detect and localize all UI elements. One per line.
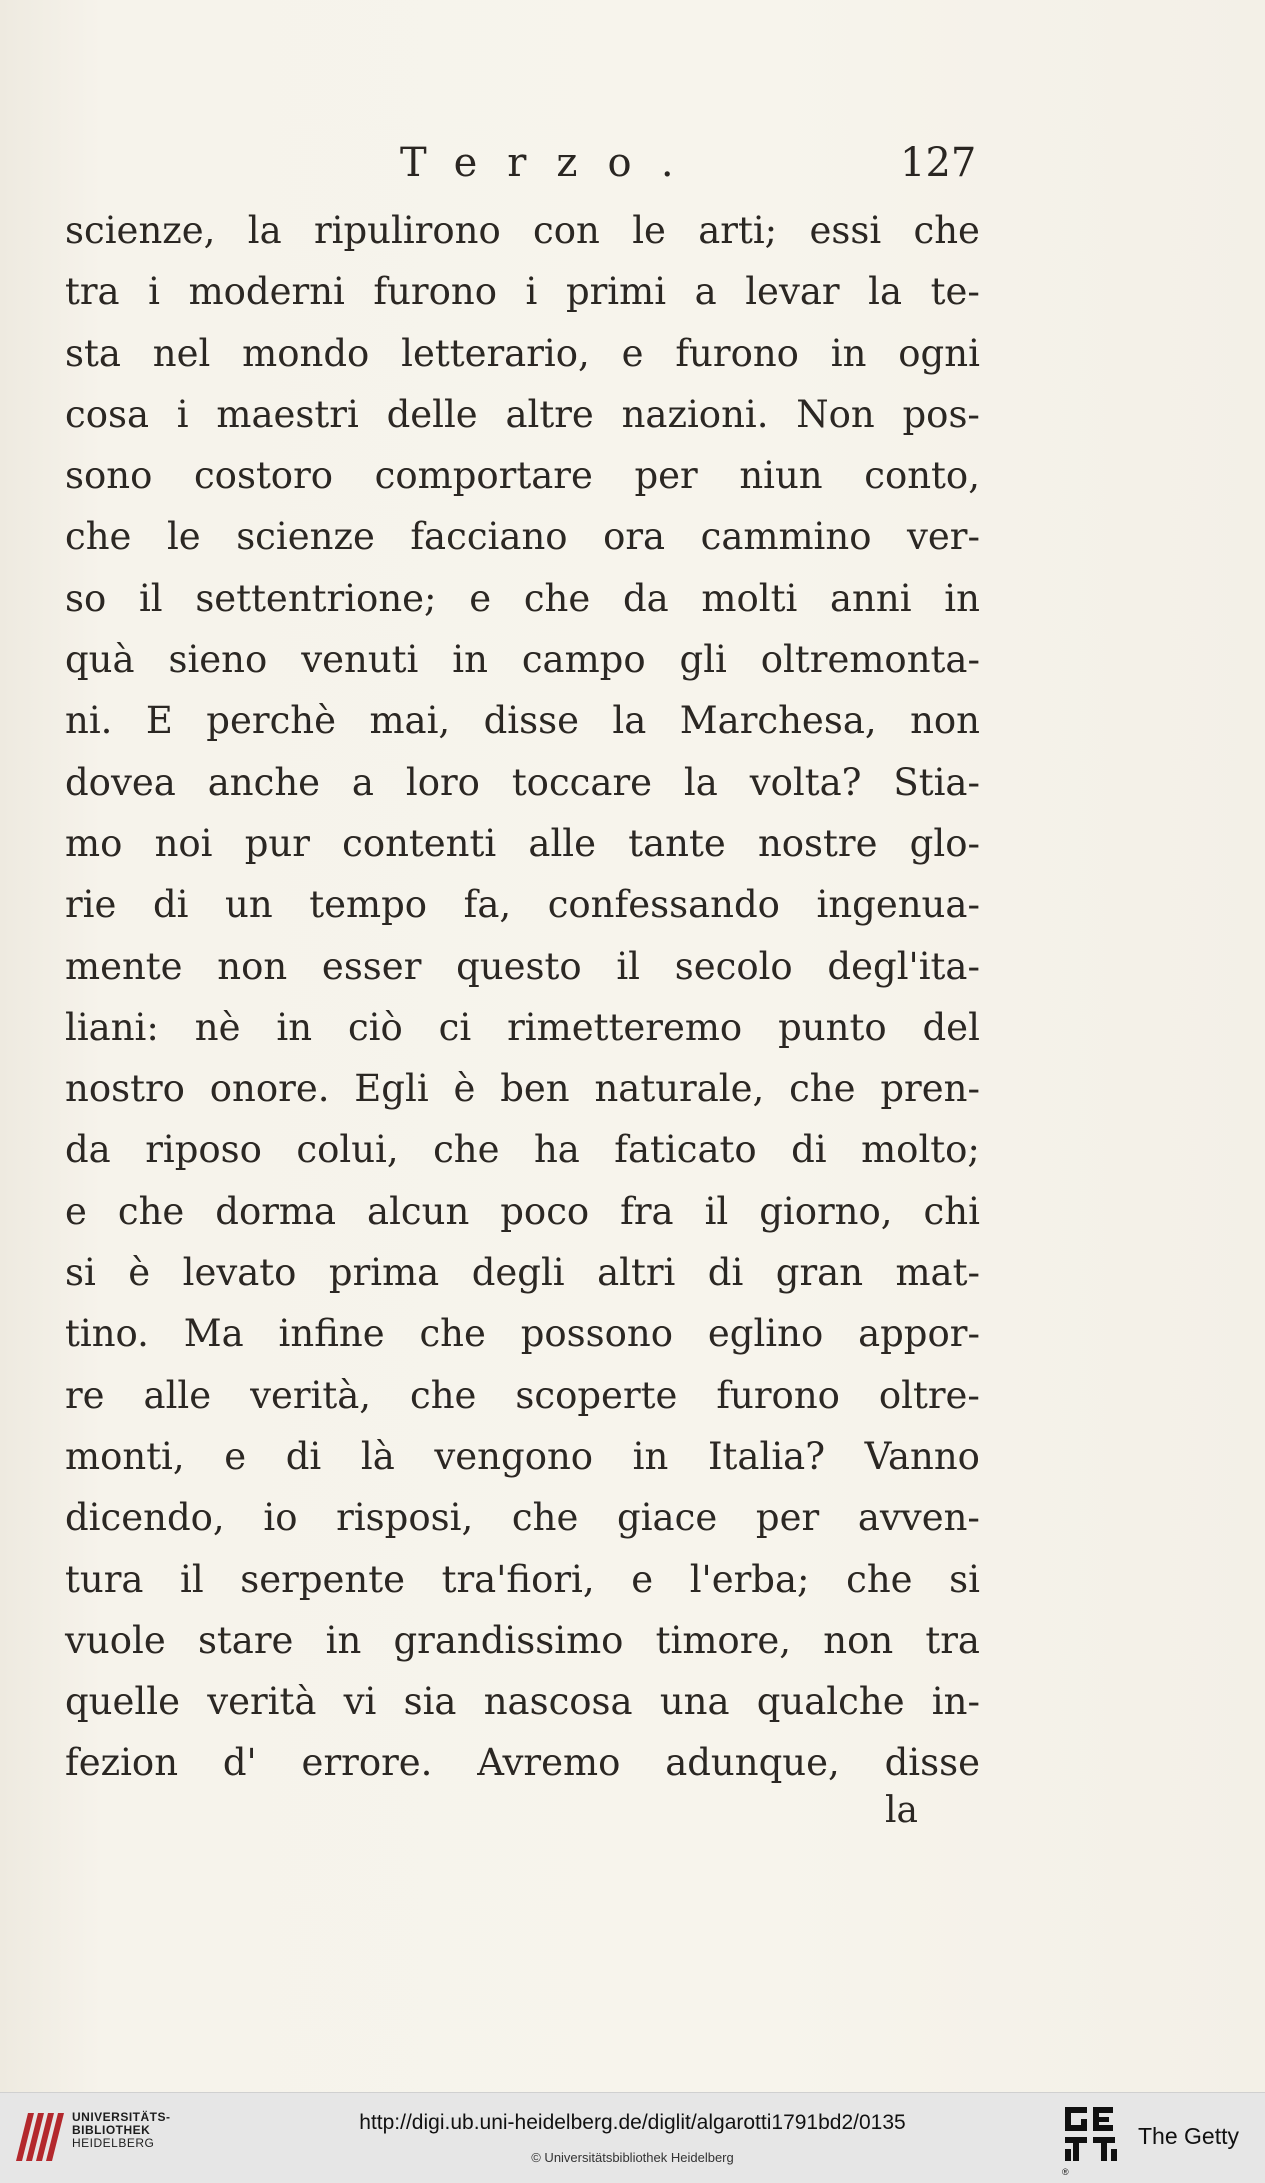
word: tino. (65, 1312, 149, 1356)
word: facciano (410, 515, 568, 559)
word: i (148, 270, 161, 314)
word: liani: (65, 1005, 159, 1049)
word: Italia? (707, 1434, 826, 1478)
word: delle (386, 392, 478, 436)
word: cosa (65, 392, 150, 436)
word: quelle (65, 1680, 180, 1724)
word: vuole (65, 1618, 166, 1662)
text-line (65, 200, 980, 261)
text-line (65, 506, 980, 567)
word: per (634, 454, 698, 498)
word: che (433, 1128, 500, 1172)
word: sia (403, 1680, 457, 1724)
word: noi (154, 821, 213, 865)
word: vi (343, 1680, 377, 1724)
word: ni. (65, 699, 113, 743)
library-name-line: BIBLIOTHEK (72, 2123, 151, 2137)
word: ora (603, 515, 666, 559)
text-line (65, 1549, 980, 1610)
text-line (65, 1610, 980, 1671)
word: mo (65, 821, 123, 865)
word: la (683, 760, 718, 804)
word: niun (739, 454, 823, 498)
word: tra'fiori, (441, 1557, 595, 1601)
word: alle (528, 821, 597, 865)
word: colui, (296, 1128, 399, 1172)
word: che (419, 1312, 486, 1356)
word: levar (745, 270, 840, 314)
word: non (910, 699, 980, 743)
word: non (823, 1618, 894, 1662)
copyright-notice: © Universitätsbibliothek Heidelberg (531, 2150, 734, 2165)
text-line (65, 261, 980, 322)
word: alle (143, 1373, 212, 1417)
word: errore. (301, 1741, 433, 1785)
word: appor- (858, 1312, 980, 1356)
word: oltremonta- (760, 638, 980, 682)
word: Avremo (477, 1741, 621, 1785)
word: primi (565, 270, 667, 314)
page-number: 127 (900, 140, 977, 186)
word: l'erba; (689, 1557, 810, 1601)
word: mente (65, 944, 183, 988)
word: ver- (906, 515, 980, 559)
word: e (224, 1434, 247, 1478)
word: eglino (707, 1312, 824, 1356)
word: sieno (168, 638, 268, 682)
word: furono (675, 331, 799, 375)
word: a (694, 270, 717, 314)
word: nazioni. (621, 392, 769, 436)
word: il (138, 576, 163, 620)
word: cammino (700, 515, 872, 559)
word: pren- (880, 1067, 980, 1111)
word: stare (197, 1618, 294, 1662)
text-line (65, 936, 980, 997)
word: in (452, 638, 488, 682)
word: dovea (65, 760, 176, 804)
running-head (0, 140, 1265, 200)
word: di (152, 883, 189, 927)
word: so (65, 576, 107, 620)
word: pur (244, 821, 310, 865)
word: serpente (240, 1557, 406, 1601)
word: tra (925, 1618, 980, 1662)
word: secolo (674, 944, 793, 988)
word: molti (701, 576, 798, 620)
word: risposi, (336, 1496, 474, 1540)
word: faticato (614, 1128, 757, 1172)
word: giace (617, 1496, 718, 1540)
word: il (616, 944, 641, 988)
word: disse (884, 1741, 980, 1785)
word: rimetteremo (507, 1005, 743, 1049)
word: degli (471, 1251, 565, 1295)
permalink-url[interactable]: http://digi.ub.uni-heidelberg.de/diglit/algarotti1791bd2/0135 (359, 2111, 906, 2134)
word: di (791, 1128, 827, 1172)
word: è (128, 1251, 151, 1295)
word: nostro (65, 1067, 185, 1111)
word: riposo (145, 1128, 262, 1172)
word: Marchesa, (679, 699, 877, 743)
word: avven- (857, 1496, 980, 1540)
word: comportare (374, 454, 593, 498)
word: nel (152, 331, 211, 375)
word: che (65, 515, 132, 559)
registered-mark: ® (1062, 2167, 1069, 2177)
word: altre (505, 392, 594, 436)
text-line (65, 1303, 980, 1364)
word: con (533, 209, 600, 252)
word: dicendo, (65, 1496, 225, 1540)
word: Non (796, 392, 875, 436)
word: ciò (347, 1005, 403, 1049)
word: e (469, 576, 492, 620)
word: tempo (309, 883, 428, 927)
word: e (631, 1557, 654, 1601)
text-line (65, 1487, 980, 1548)
word: gran (775, 1251, 864, 1295)
word: io (263, 1496, 298, 1540)
word: campo (521, 638, 646, 682)
word: nè (194, 1005, 241, 1049)
word: rie (65, 883, 117, 927)
word: anche (207, 760, 321, 804)
word: degl'ita- (827, 944, 980, 988)
word: infine (278, 1312, 385, 1356)
word: scoperte (515, 1373, 678, 1417)
word: verità, (250, 1373, 372, 1417)
word: onore. (209, 1067, 330, 1111)
word: re (65, 1373, 105, 1417)
word: sta (65, 331, 121, 375)
text-line (65, 1671, 980, 1732)
word: questo (456, 944, 582, 988)
word: in (830, 331, 867, 375)
word: che (846, 1557, 913, 1601)
word: Vanno (864, 1434, 980, 1478)
word: la (868, 270, 903, 314)
word: volta? (749, 760, 862, 804)
word: da (622, 576, 669, 620)
word: un (225, 883, 273, 927)
word: in (632, 1434, 669, 1478)
word: arti; (698, 209, 778, 252)
word: vengono (434, 1434, 594, 1478)
word: pos- (902, 392, 980, 436)
word: loro (405, 760, 480, 804)
text-line (65, 1181, 980, 1242)
word: ben (500, 1067, 570, 1111)
word: mondo (242, 331, 370, 375)
word: in (944, 576, 980, 620)
word: fra (620, 1189, 674, 1233)
word: alcun (367, 1189, 470, 1233)
word: contenti (342, 821, 497, 865)
text-line (65, 813, 980, 874)
word: che (913, 209, 980, 252)
text-line (65, 384, 980, 445)
text-line (65, 445, 980, 506)
word: di (285, 1434, 322, 1478)
word: venuti (301, 638, 419, 682)
word: che (789, 1067, 856, 1111)
word: nostre (757, 821, 878, 865)
word: sono (65, 454, 153, 498)
word: che (523, 576, 591, 620)
word: per (755, 1496, 820, 1540)
word: chi (923, 1189, 980, 1233)
word: possono (520, 1312, 674, 1356)
library-name-line: HEIDELBERG (72, 2136, 155, 2150)
text-line (65, 323, 980, 384)
word: da (65, 1128, 111, 1172)
text-line (65, 1058, 980, 1119)
sponsor-name: The Getty (1138, 2123, 1239, 2149)
word: giorno, (759, 1189, 893, 1233)
word: i (176, 392, 189, 436)
word: le (632, 209, 666, 252)
word: letterario, (401, 331, 590, 375)
word: grandissimo (393, 1618, 624, 1662)
word: perchè (206, 699, 337, 743)
word: là (360, 1434, 395, 1478)
word: del (922, 1005, 980, 1049)
word: oltre- (878, 1373, 980, 1417)
word: ripulirono (313, 209, 501, 252)
word: mat- (895, 1251, 980, 1295)
text-line (65, 997, 980, 1058)
word: maestri (216, 392, 359, 436)
word: poco (500, 1189, 590, 1233)
getty-logo-icon (1063, 2105, 1121, 2171)
word: te- (930, 270, 980, 314)
word: fa, (463, 883, 512, 927)
word: verità (207, 1680, 317, 1724)
text-line (65, 690, 980, 751)
word: levato (182, 1251, 297, 1295)
word: timore, (655, 1618, 792, 1662)
word: ha (533, 1128, 580, 1172)
text-line (65, 1242, 980, 1303)
word: ogni (898, 331, 980, 375)
word: anni (829, 576, 912, 620)
text-line (65, 874, 980, 935)
word: Stia- (893, 760, 980, 804)
word: in (276, 1005, 313, 1049)
word: tura (65, 1557, 144, 1601)
word: naturale, (594, 1067, 765, 1111)
word: il (704, 1189, 729, 1233)
word: settentrione; (195, 576, 437, 620)
word: adunque, (665, 1741, 840, 1785)
word: che (511, 1496, 579, 1540)
word: monti, (65, 1434, 185, 1478)
word: una (659, 1680, 730, 1724)
catchword: la (885, 1790, 918, 1831)
word: in- (931, 1680, 980, 1724)
body-text (65, 200, 980, 1794)
word: a (351, 760, 374, 804)
word: il (180, 1557, 204, 1601)
word: esser (321, 944, 422, 988)
word: essi (809, 209, 882, 252)
word: scienze (236, 515, 375, 559)
word: qualche (756, 1680, 905, 1724)
word: le (166, 515, 201, 559)
footer-bar (0, 2092, 1265, 2183)
word: disse (483, 699, 579, 743)
text-line (65, 1732, 980, 1793)
text-line (65, 1365, 980, 1426)
word: la (612, 699, 647, 743)
word: la (247, 209, 282, 252)
word: glo- (909, 821, 980, 865)
word: mai, (369, 699, 451, 743)
word: di (707, 1251, 744, 1295)
word: quà (65, 638, 135, 682)
word: e (621, 331, 644, 375)
word: molto; (861, 1128, 980, 1172)
text-line (65, 1426, 980, 1487)
word: conto, (864, 454, 980, 498)
word: che (410, 1373, 477, 1417)
text-line (65, 1119, 980, 1180)
text-line (65, 568, 980, 629)
word: tra (65, 270, 120, 314)
word: furono (373, 270, 497, 314)
library-name-line: UNIVERSITÄTS- (72, 2110, 171, 2124)
word: scienze, (65, 209, 216, 252)
word: non (217, 944, 288, 988)
word: ci (438, 1005, 472, 1049)
running-title: Terzo. (400, 140, 704, 186)
word: gli (679, 638, 727, 682)
word: si (949, 1557, 980, 1601)
word: moderni (188, 270, 345, 314)
word: costoro (193, 454, 334, 498)
word: tante (628, 821, 726, 865)
text-line (65, 752, 980, 813)
word: toccare (511, 760, 653, 804)
word: in (325, 1618, 362, 1662)
word: E (145, 699, 173, 743)
word: i (525, 270, 538, 314)
word: si (65, 1251, 96, 1295)
word: che (117, 1189, 185, 1233)
word: e (65, 1189, 87, 1233)
text-line (65, 629, 980, 690)
word: dorma (215, 1189, 337, 1233)
word: furono (716, 1373, 840, 1417)
word: altri (597, 1251, 676, 1295)
word: fezion (65, 1741, 179, 1785)
word: ingenua- (816, 883, 980, 927)
word: Ma (183, 1312, 244, 1356)
word: nascosa (483, 1680, 633, 1724)
word: prima (328, 1251, 440, 1295)
word: punto (778, 1005, 887, 1049)
word: d' (222, 1741, 257, 1785)
word: Egli (354, 1067, 429, 1111)
word: è (453, 1067, 476, 1111)
word: confessando (547, 883, 780, 927)
